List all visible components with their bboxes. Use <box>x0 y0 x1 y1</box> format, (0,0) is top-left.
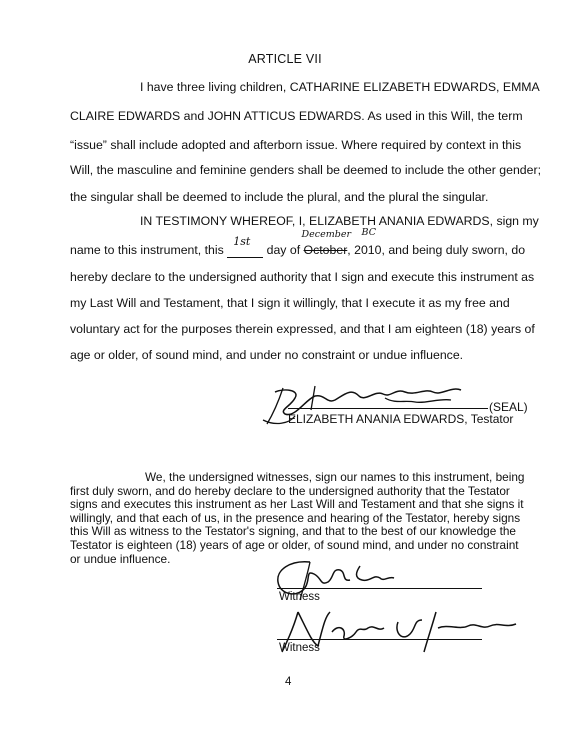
article-title: ARTICLE VII <box>248 52 322 66</box>
witness-1-line <box>277 588 482 589</box>
day-field <box>227 235 263 258</box>
testimony-line-5: voluntary act for the purposes therein expressed, and that I am eighteen (18) years of <box>70 322 535 336</box>
witness-para-line-6: Testator is eighteen (18) years of age or older, of sound mind, and under no constraint <box>70 538 519 552</box>
para1-line-3: “issue” shall include adopted and afterborn issue. Where required by context in this <box>70 138 522 152</box>
witness-2-line <box>277 639 482 640</box>
witness-para-line-4: willingly, and that each of us, in the presence and hearing of the Testator, hereby signs <box>70 511 521 525</box>
para1-line-2: CLAIRE EDWARDS and JOHN ATTICUS EDWARDS. As used in this Will, the term <box>70 109 523 123</box>
testimony-line-6: age or older, of sound mind, and under no constraint or undue influence. <box>70 348 464 362</box>
witness-para-line-1: We, the undersigned witnesses, sign our names to this instrument, being <box>145 470 525 484</box>
handwritten-month: December <box>301 229 351 240</box>
testimony-line-2-prefix: name to this instrument, this <box>70 243 228 257</box>
struck-month: October <box>303 243 348 257</box>
testimony-line-2 <box>70 227 526 258</box>
page-number: 4 <box>285 676 292 688</box>
seal-label: (SEAL) <box>489 400 528 414</box>
testator-name: ELIZABETH ANANIA EDWARDS, Testator <box>288 412 514 426</box>
testimony-line-4: my Last Will and Testament, that I sign it willingly, that I execute it as my free and <box>70 296 510 310</box>
para1-line-4: Will, the masculine and feminine genders shall be deemed to include the other gender; <box>70 163 541 177</box>
testator-signature-line <box>288 408 488 409</box>
witness-1-label: Witness <box>279 591 320 603</box>
para1-line-5: the singular shall be deemed to include the plural, and the plural the singular. <box>70 190 489 204</box>
testimony-line-1: IN TESTIMONY WHEREOF, I, ELIZABETH ANANIA EDWARDS, sign my <box>140 214 539 228</box>
para1-line-1: I have three living children, CATHARINE ELIZABETH EDWARDS, EMMA <box>140 80 540 94</box>
witness-2-label: Witness <box>279 642 320 654</box>
witness-para-line-7: or undue influence. <box>70 552 171 566</box>
witness-para-line-2: first duly sworn, and do hereby declare to the undersigned authority that the Testator <box>70 484 510 498</box>
testimony-line-2-mid: day of <box>263 243 304 257</box>
testimony-line-2-suffix: , 2010, and being duly sworn, do <box>347 243 526 257</box>
witness-para-line-3: signs and executes this instrument as her Last Will and Testament and that she signs it <box>70 497 524 511</box>
handwritten-initials: BC <box>361 227 376 238</box>
witness-para-line-5: this Will as witness to the Testator's signing, and that to the best of our knowledge the <box>70 524 516 538</box>
handwritten-day: 1st <box>233 235 251 248</box>
testimony-line-3: hereby declare to the undersigned authority that I sign and execute this instrument as <box>70 270 535 284</box>
month-field <box>301 227 376 257</box>
